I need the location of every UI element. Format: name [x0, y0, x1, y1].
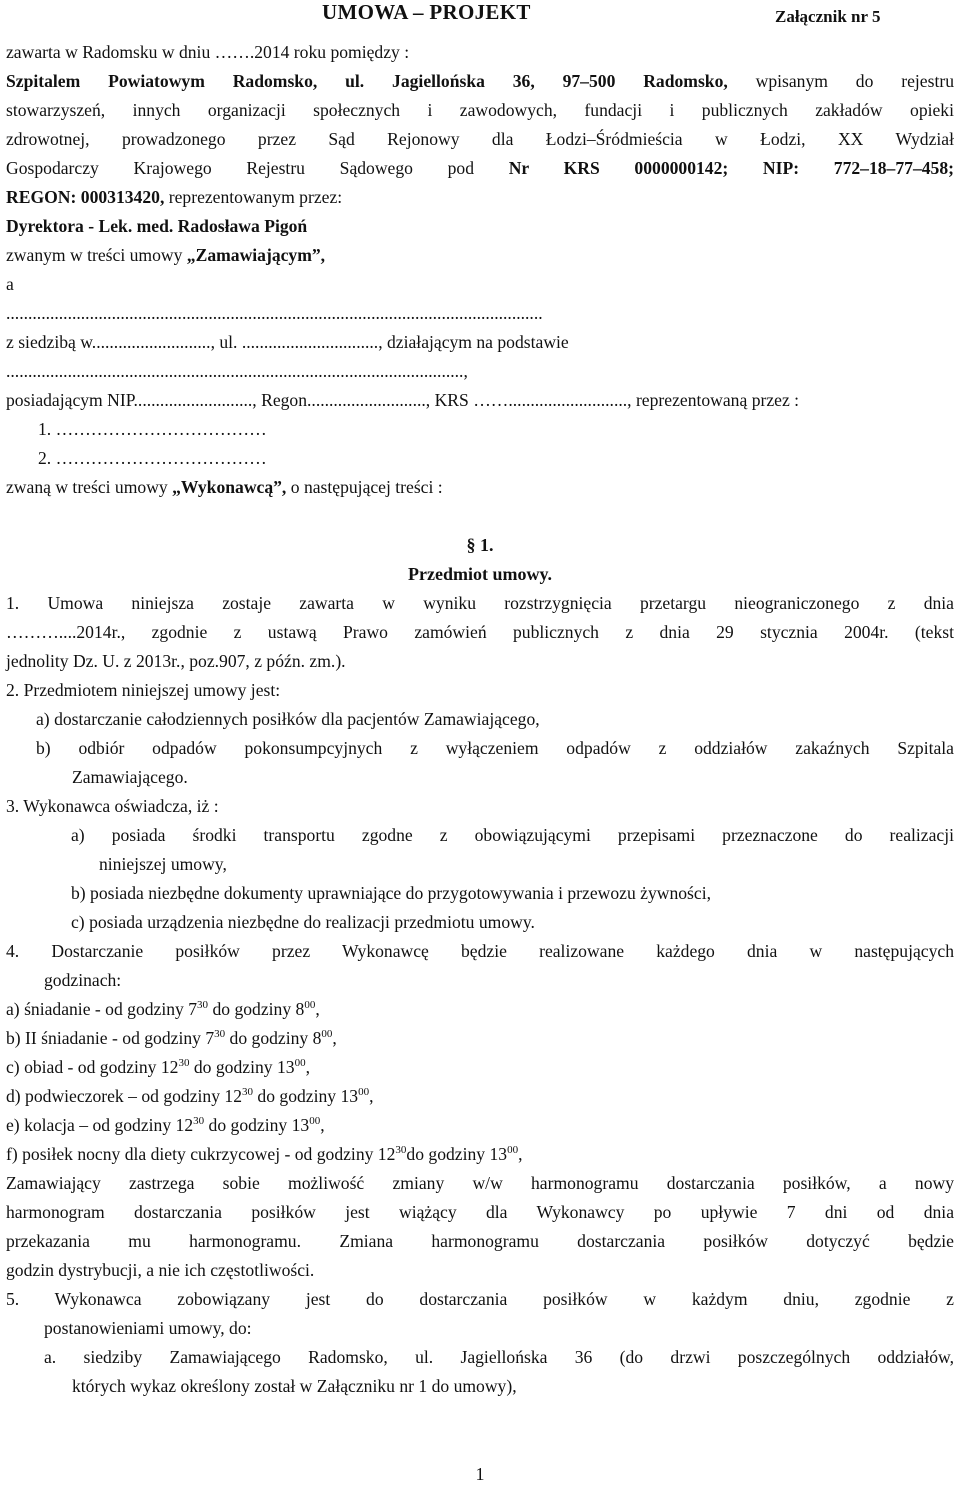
clause-line: 4. Dostarczanie posiłków przez Wykonawcę będzie realizowane każdego dnia w następujących [6, 941, 954, 961]
clause-line: harmonogram dostarczania posiłków jest wiążący dla Wykonawcy po upływie 7 dni od dnia [6, 1202, 954, 1222]
intro-text: Gospodarczy Krajowego Rejestru Sądowego pod [6, 158, 509, 178]
meal-text: , [518, 1144, 523, 1164]
intro-text: o następującej treści : [286, 477, 443, 497]
time-minutes: 00 [321, 1028, 333, 1041]
meal-text: do godziny 8 [208, 999, 305, 1019]
meal-schedule-item [6, 1053, 954, 1082]
clause-line: jednolity Dz. U. z 2013r., poz.907, z późn. zm.). [6, 651, 346, 671]
clause-line: 1. Umowa niniejsza zostaje zawarta w wyniku rozstrzygnięcia przetargu nieograniczonego z dnia [6, 593, 954, 613]
clause-line: 3. Wykonawca oświadcza, iż : [6, 796, 219, 816]
registry-numbers: Nr KRS 0000000142; NIP: 772–18–77–458; [508, 158, 954, 178]
page-number: 1 [475, 1464, 485, 1484]
intro-line [6, 67, 954, 96]
meal-text: , [332, 1028, 337, 1048]
clause-line: 5. Wykonawca zobowiązany jest do dostarczania posiłków w każdym dniu, zgodnie z [6, 1289, 954, 1309]
party-name: Szpitalem Powiatowym Radomsko, ul. Jagiellońska 36, 97–500 Radomsko, [6, 71, 728, 91]
intro-text: zwanym w treści umowy [6, 245, 187, 265]
intro-line: zdrowotnej, prowadzonego przez Sąd Rejonowy dla Łodzi–Śródmieścia w Łodzi, XX Wydział [6, 129, 954, 149]
meal-schedule-item [6, 1024, 954, 1053]
contractor-address-line: z siedzibą w..........................., ul. ..............................., działającym na podstawie [6, 332, 569, 352]
intro-text: zwaną w treści umowy [6, 477, 173, 497]
time-minutes: 30 [197, 999, 209, 1012]
meal-label: d) podwieczorek – od godziny 12 [6, 1086, 242, 1106]
meal-text: do godziny 13 [406, 1144, 508, 1164]
meal-text: , [320, 1115, 325, 1135]
meal-schedule-item [6, 1140, 954, 1169]
party-role: „Zamawiającym”, [186, 245, 326, 265]
meal-label: b) II śniadanie - od godziny 7 [6, 1028, 215, 1048]
time-minutes: 00 [294, 1057, 306, 1070]
subclause-line: których wykaz określony został w Załączniku nr 1 do umowy), [72, 1376, 517, 1396]
clause-line: przekazania mu harmonogramu. Zmiana harmonogramu dostarczania posiłków dotyczyć będzie [6, 1231, 954, 1251]
meal-label: e) kolacja – od godziny 12 [6, 1115, 194, 1135]
intro-text: wpisanym do rejestru [727, 71, 955, 91]
subclause-line: a. siedziby Zamawiającego Radomsko, ul. Jagiellońska 36 (do drzwi poszczególnych oddziałów, [44, 1347, 954, 1367]
subclause-line: b) posiada niezbędne dokumenty uprawniające do przygotowywania i przewozu żywności, [71, 883, 711, 903]
representative-slot: 2. ……………………………… [38, 448, 267, 468]
subclause-line: a) dostarczanie całodziennych posiłków dla pacjentów Zamawiającego, [36, 709, 540, 729]
contractor-ids-line: posiadającym NIP..........................., Regon..........................., KRS ……..........................., reprezentowaną przez : [6, 390, 800, 410]
party-role: „Wykonawcą”, [172, 477, 287, 497]
meal-label: f) posiłek nocny dla diety cukrzycowej - od godziny 12 [6, 1144, 396, 1164]
clause-line: ………....2014r., zgodnie z ustawą Prawo zamówień publicznych z dnia 29 stycznia 2004r. (tekst [6, 622, 954, 642]
time-minutes: 00 [304, 999, 316, 1012]
clause-line: Zamawiający zastrzega sobie możliwość zmiany w/w harmonogramu dostarczania posiłków, a nowy [6, 1173, 954, 1193]
time-minutes: 30 [242, 1086, 253, 1099]
section-number: § 1. [466, 535, 494, 555]
annex-label: Załącznik nr 5 [775, 7, 881, 26]
meal-text: , [315, 999, 320, 1019]
intro-text: reprezentowanym przez: [164, 187, 343, 207]
meal-label: c) obiad - od godziny 12 [6, 1057, 179, 1077]
meal-text: , [305, 1057, 310, 1077]
meal-schedule-item [6, 1082, 954, 1111]
time-minutes: 30 [193, 1115, 205, 1128]
meal-text: , [369, 1086, 374, 1106]
meal-text: do godziny 13 [253, 1086, 359, 1106]
document-title: UMOWA – PROJEKT [322, 0, 531, 24]
intro-line [6, 183, 954, 212]
meal-text: do godziny 13 [204, 1115, 310, 1135]
time-minutes: 30 [178, 1057, 190, 1070]
intro-line [6, 473, 954, 502]
blank-fill-line: ........................................................................................................, [6, 361, 468, 381]
subclause-line: a) posiada środki transportu zgodne z obowiązującymi przepisami przeznaczone do realizacji [71, 825, 954, 845]
meal-text: do godziny 13 [189, 1057, 295, 1077]
time-minutes: 30 [395, 1144, 407, 1157]
subclause-line: niniejszej umowy, [99, 854, 227, 874]
meal-schedule-item [6, 1111, 954, 1140]
intro-line: zawarta w Radomsku w dniu …….2014 roku pomiędzy : [6, 42, 410, 62]
section-title: Przedmiot umowy. [408, 564, 552, 584]
time-minutes: 30 [214, 1028, 226, 1041]
blank-fill-line: .......................................................................................................................... [6, 303, 543, 323]
subclause-line: c) posiada urządzenia niezbędne do realizacji przedmiotu umowy. [71, 912, 535, 932]
representative: Dyrektora - Lek. med. Radosława Pigoń [6, 216, 308, 236]
subclause-line: b) odbiór odpadów pokonsumpcyjnych z wyłączeniem odpadów z oddziałów zakaźnych Szpitala [36, 738, 954, 758]
representative-slot: 1. ……………………………… [38, 419, 267, 439]
clause-line: 2. Przedmiotem niniejszej umowy jest: [6, 680, 281, 700]
intro-line: stowarzyszeń, innych organizacji społecznych i zawodowych, fundacji i publicznych zakładów opieki [6, 100, 954, 120]
time-minutes: 00 [309, 1115, 321, 1128]
clause-line: godzinach: [44, 970, 122, 990]
meal-text: do godziny 8 [225, 1028, 322, 1048]
time-minutes: 00 [358, 1086, 370, 1099]
subclause-line: Zamawiającego. [72, 767, 188, 787]
intro-line [6, 154, 954, 183]
meal-label: a) śniadanie - od godziny 7 [6, 999, 198, 1019]
regon-number: REGON: 000313420, [6, 187, 165, 207]
time-minutes: 00 [507, 1144, 519, 1157]
intro-line: a [6, 274, 14, 294]
intro-line [6, 241, 954, 270]
clause-line: postanowieniami umowy, do: [44, 1318, 252, 1338]
meal-schedule-item [6, 995, 954, 1024]
clause-line: godzin dystrybucji, a nie ich częstotliwości. [6, 1260, 315, 1280]
